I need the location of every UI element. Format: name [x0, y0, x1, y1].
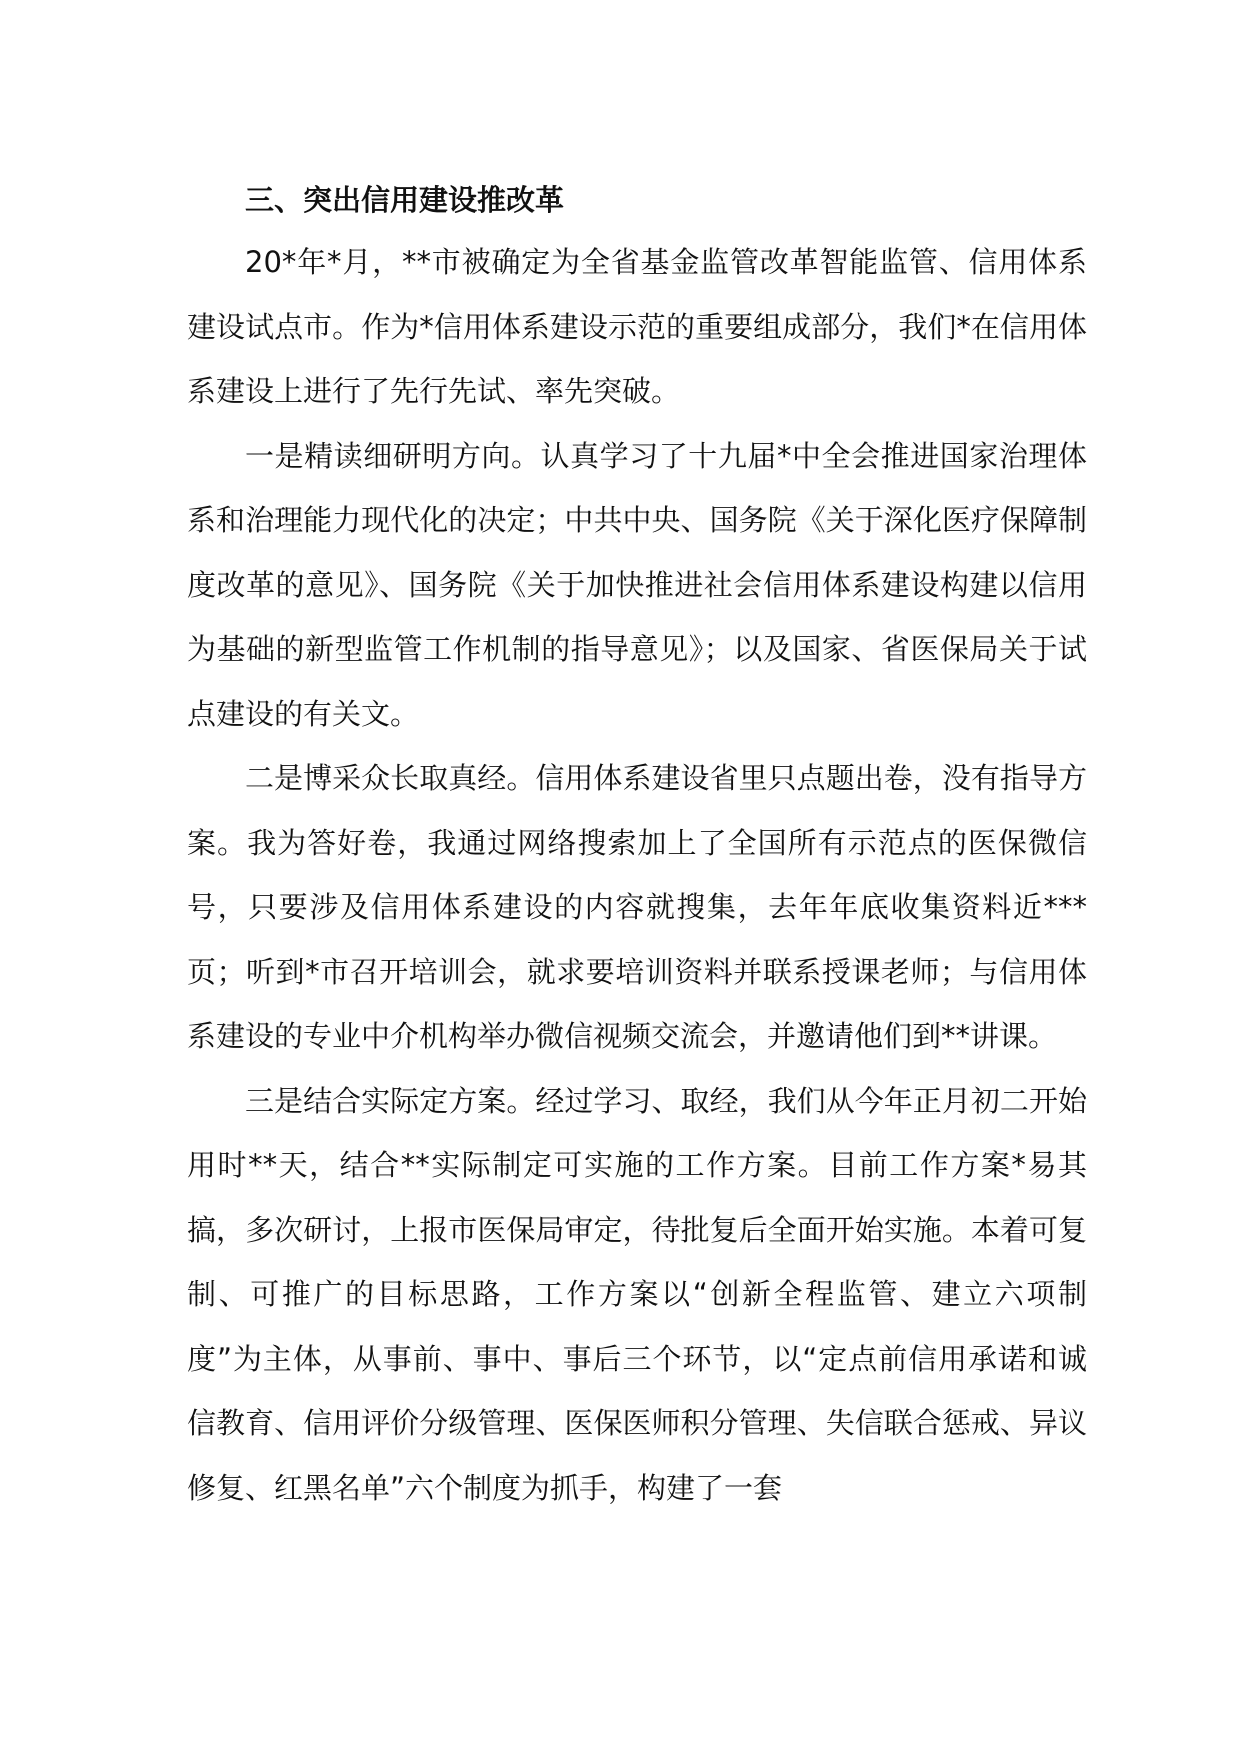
document-body [187, 170, 1087, 1520]
section-heading: 三、突出信用建设推改革 [245, 183, 565, 217]
paragraph-intro: 20*年*月，**市被确定为全省基金监管改革智能监管、信用体系建设试点市。作为*信用体系建设示范的重要组成部分，我们*在信用体系建设上进行了先行先试、率先突破。 [187, 245, 1087, 408]
paragraph-point-three: 三是结合实际定方案。经过学习、取经，我们从今年正月初二开始用时**天，结合**实际制定可实施的工作方案。目前工作方案*易其搞，多次研讨，上报市医保局审定，待批复后全面开始实施。本着可复制、可推广的目标思路，工作方案以“创新全程监管、建立六项制度”为主体，从事前、事中、事后三个环节，以“定点前信用承诺和诚信教育、信用评价分级管理、医保医师积分管理、失信联合惩戒、异议修复、红黑名单”六个制度为抓手，构建了一套 [187, 1083, 1087, 1505]
paragraph-point-one: 一是精读细研明方向。认真学习了十九届*中全会推进国家治理体系和治理能力现代化的决定；中共中央、国务院《关于深化医疗保障制度改革的意见》、国务院《关于加快推进社会信用体系建设构建以信用为基础的新型监管工作机制的指导意见》；以及国家、省医保局关于试点建设的有关文。 [187, 438, 1087, 731]
paragraph-point-two: 二是博采众长取真经。信用体系建设省里只点题出卷，没有指导方案。我为答好卷，我通过网络搜索加上了全国所有示范点的医保微信号，只要涉及信用体系建设的内容就搜集，去年年底收集资料近***页；听到*市召开培训会，就求要培训资料并联系授课老师；与信用体系建设的专业中介机构举办微信视频交流会，并邀请他们到**讲课。 [187, 761, 1087, 1053]
